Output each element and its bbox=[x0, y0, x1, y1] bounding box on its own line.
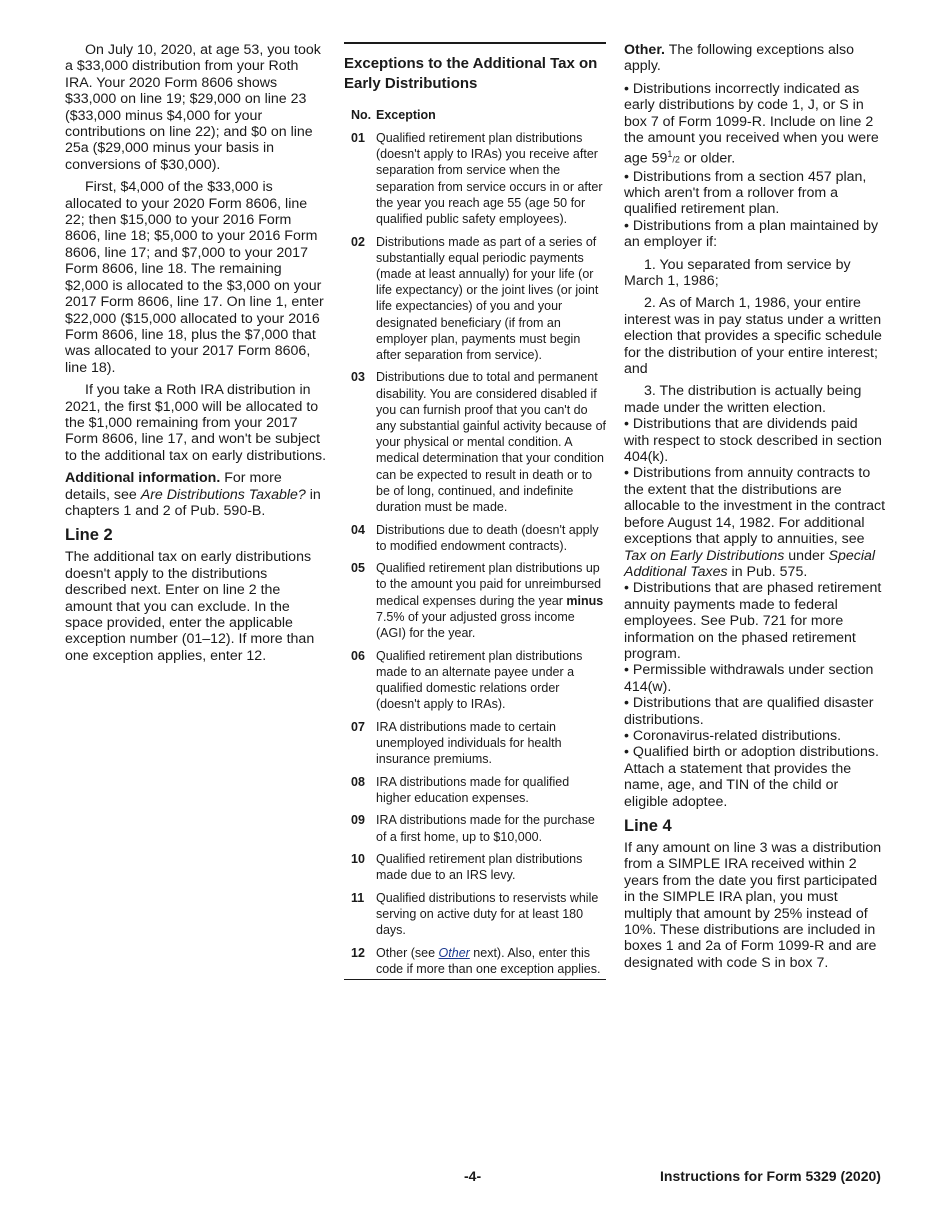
form-title-footer: Instructions for Form 5329 (2020) bbox=[660, 1168, 881, 1184]
bullet-item: • Distributions incorrectly indicated as early distributions by code 1, J, or S in box 7 of Form 1099-R. Include on line 2 the amount you received when you were age $59^1/2$ or older. bbox=[624, 80, 879, 168]
exception-row bbox=[344, 774, 606, 806]
exception-text: IRA distributions made for qualified higher education expenses. bbox=[376, 774, 570, 805]
right-column bbox=[624, 42, 886, 977]
exception-number: 04 bbox=[351, 522, 365, 537]
exception-row bbox=[344, 890, 606, 939]
exception-row bbox=[344, 945, 606, 977]
exception-number: 09 bbox=[351, 813, 365, 828]
exception-text: IRA distributions made for the purchase of a first home, up to $10,000. bbox=[376, 813, 595, 844]
exception-number: 03 bbox=[351, 370, 365, 385]
exception-number: 11 bbox=[351, 890, 365, 905]
bullet-item: • Distributions from a plan maintained by an employer if: bbox=[624, 217, 879, 251]
exception-row bbox=[344, 234, 606, 364]
bullet-item: • Distributions from a section 457 plan, which aren't from a rollover from a qualified retirement plan. bbox=[624, 168, 867, 218]
exceptions-table bbox=[344, 42, 606, 980]
exception-text: Qualified distributions to reservists while serving on active duty for at least 180 days. bbox=[376, 890, 599, 938]
bullet-item: • Qualified birth or adoption distributions. Attach a statement that provides the name, age, and TIN of the child or eligible adoptee. bbox=[624, 744, 879, 810]
exception-row bbox=[344, 130, 606, 227]
exception-row bbox=[344, 812, 606, 844]
line-2-text: The additional tax on early distributions doesn't apply to the distributions described next. Enter on line 2 the amount that you can exclude. In the space provided, enter the applicable exception number (01–12). If more than one exception applies, enter 12. bbox=[65, 549, 315, 664]
numbered-item: 1. You separated from service by March 1, 1986; bbox=[624, 256, 851, 290]
numbered-item: 3. The distribution is actually being made under the written election. bbox=[624, 383, 862, 416]
exception-text: Distributions due to death (doesn't apply to modified endowment contracts). bbox=[376, 522, 599, 553]
pub-reference: Are Distributions Taxable? bbox=[140, 486, 306, 503]
column-header-no: No. bbox=[351, 108, 372, 122]
numbered-item: 2. As of March 1, 1986, your entire interest was in pay status under a written election that provides a specific schedule for the distribution of your entire interest; and bbox=[624, 295, 882, 378]
exception-row bbox=[344, 560, 606, 641]
exception-text: Other (see Other next). Also, enter this code if more than one exception applies. bbox=[376, 945, 601, 976]
exceptions-box bbox=[344, 42, 606, 977]
exception-number: 08 bbox=[351, 774, 365, 789]
exception-number: 12 bbox=[351, 945, 365, 960]
exception-row bbox=[344, 648, 606, 713]
exception-number: 10 bbox=[351, 852, 365, 866]
bullet-item: • Permissible withdrawals under section 414(w). bbox=[624, 662, 874, 695]
exception-text: Qualified retirement plan distributions up to the amount you paid for unreimbursed medical expenses during the year minus 7.5% of your adjusted gross income (AGI) for the year. bbox=[376, 561, 604, 641]
example-paragraph-3: If you take a Roth IRA distribution in 2021, the first $1,000 will be allocated to the $1,000 remaining from your 2017 Form 8606, line 17, and won't be subject to the additional tax on early distributions. bbox=[65, 382, 327, 464]
exception-row bbox=[344, 719, 606, 768]
exception-number: 06 bbox=[351, 648, 365, 663]
additional-information-label: Additional information. bbox=[65, 470, 221, 487]
exception-text: Distributions due to total and permanent disability. You are considered disabled if you can furnish proof that you can't do any substantial gainful activity because of your physical or mental condition. A medical determination that your condition can be expected to result in death or to be of long, continued, and indefinite duration must be made. bbox=[376, 370, 606, 515]
other-link[interactable]: Other bbox=[438, 945, 470, 960]
bullet-item: • Distributions that are dividends paid with respect to stock described in section 404(k). bbox=[624, 416, 882, 466]
page-number: -4- bbox=[464, 1168, 482, 1184]
exceptions-header bbox=[351, 108, 606, 122]
exception-row bbox=[344, 369, 606, 515]
additional-information: Additional information. For more details, see Are Distributions Taxable? in chapters 1 and 2 of Pub. 590-B. bbox=[65, 470, 321, 519]
line-4-text: If any amount on line 3 was a distribution from a SIMPLE IRA received within 2 years from the date you first participated in the SIMPLE IRA plan, you must multiply that amount by 25% instead of 10%. These distributions are included in boxes 1 and 2a of Form 1099-R and are designated with code S in box 7. bbox=[624, 840, 882, 971]
example-paragraph-1: On July 10, 2020, at age 53, you took a $33,000 distribution from your Roth IRA. Your 2020 Form 8606 shows $33,000 on line 19; $29,000 on line 23 ($33,000 minus $4,000 for your contributions on line 22); and $0 on line 25a ($29,000 minus your basis in conversions of $30,000). bbox=[65, 42, 321, 173]
exceptions-box-bottom-rule bbox=[344, 979, 606, 980]
other-intro: Other. The following exceptions also apply. bbox=[624, 42, 855, 75]
exception-number: 01 bbox=[351, 131, 365, 145]
line-2-heading: Line 2 bbox=[65, 526, 113, 545]
exception-text: Distributions made as part of a series of substantially equal periodic payments (made at least annually) for your life (or life expectancy) or the joint lives (or joint life expectancies) of you and your designated beneficiary (if from an employer plan, payments must begin after separation from service). bbox=[376, 234, 599, 362]
exception-row bbox=[344, 851, 606, 883]
column-header-exception: Exception bbox=[376, 108, 436, 122]
exception-text: Qualified retirement plan distributions (doesn't apply to IRAs) you receive after separation from service when the separation from service occurs in or after the year you reach age 55 (age 50 for qualified public safety employees). bbox=[376, 131, 603, 227]
bullet-item: • Distributions that are qualified disaster distributions. bbox=[624, 695, 874, 728]
left-column bbox=[65, 42, 327, 670]
bullet-item: • Distributions from annuity contracts to the extent that the distributions are allocable to the investment in the contract before August 14, 1982. For additional exceptions that apply to annuities, see Tax on Early Distributions under Special Additional Taxes in Pub. 575. bbox=[624, 465, 886, 580]
exception-number: 07 bbox=[351, 719, 365, 734]
exception-text: Qualified retirement plan distributions made to an alternate payee under a qualified domestic relations order (doesn't apply to IRAs). bbox=[376, 648, 583, 712]
other-label: Other. bbox=[624, 42, 665, 58]
exception-number: 05 bbox=[351, 561, 365, 576]
bullet-item: • Distributions that are phased retirement annuity payments made to federal employees. See Pub. 721 for more information on the phased retirement program. bbox=[624, 580, 882, 662]
example-paragraph-2: First, $4,000 of the $33,000 is allocated to your 2020 Form 8606, line 22; then $15,000 to your 2016 Form 8606, line 18; $5,000 to your 2016 Form 8606, line 17; and $7,000 to your 2017 Form 8606, line 18. The remaining $2,000 is allocated to the $3,000 on your 2017 Form 8606, line 17. On line 1, enter $22,000 ($15,000 allocated to your 2016 Form 8606, line 18, plus the $7,000 that was allocated to your 2017 Form 8606, line 18). bbox=[65, 179, 324, 376]
exception-text: IRA distributions made to certain unemployed individuals for health insurance premiums. bbox=[376, 719, 562, 767]
exceptions-title: Exceptions to the Additional Tax on Early Distributions bbox=[344, 55, 598, 92]
exception-number: 02 bbox=[351, 234, 365, 249]
bullet-item: • Coronavirus-related distributions. bbox=[624, 727, 842, 744]
exception-text: Qualified retirement plan distributions made due to an IRS levy. bbox=[376, 852, 583, 883]
exception-row bbox=[344, 522, 606, 554]
exceptions-list bbox=[344, 130, 606, 977]
line-4-heading: Line 4 bbox=[624, 817, 672, 836]
